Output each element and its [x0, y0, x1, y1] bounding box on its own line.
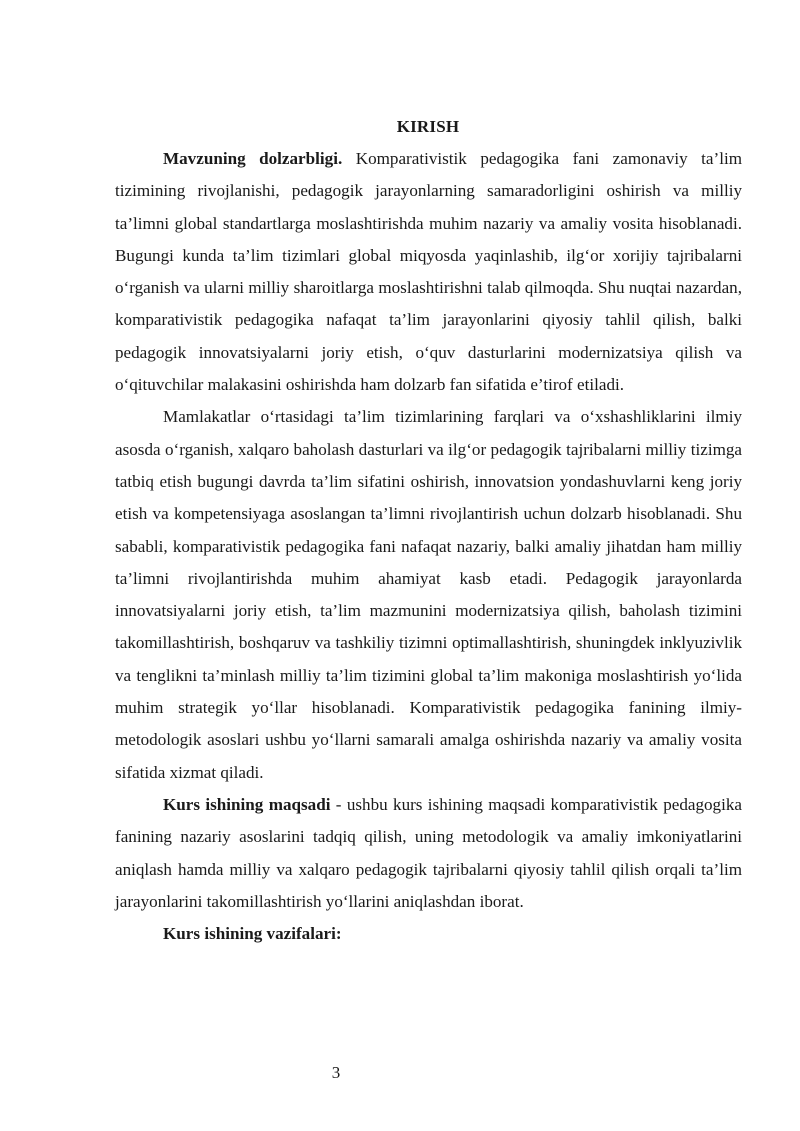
- paragraph-text: Komparativistik pedagogika fani zamonaviy ta’lim tizimining rivojlanishi, pedagogik jarayonlarning samaradorligini oshirish va milliy ta’limni global standartlarga moslashtirishda muhim nazariy va amaliy vosita hisoblanadi. Bugungi kunda ta’lim tizimlari global miqyosda yaqinlashib, ilg‘or xorijiy tajribalarni o‘rganish va ularni milliy sharoitlarga moslashtirishni talab qilmoqda. Shu nuqtai nazardan, komparativistik pedagogika nafaqat ta’lim jarayonlarini qiyosiy tahlil qilish, balki pedagogik innovatsiyalarni joriy etish, o‘quv dasturlarini modernizatsiya qilish va o‘qituvchilar malakasini oshirishda ham dolzarb fan sifatida e’tirof etiladi.: [115, 149, 742, 395]
- paragraph-lead: Mavzuning dolzarbligi.: [163, 149, 343, 168]
- paragraph-tasks: [115, 918, 742, 950]
- section-heading: KIRISH: [396, 117, 460, 136]
- paragraph-comparison: [115, 401, 742, 789]
- paragraph-lead: Kurs ishining maqsadi: [163, 794, 331, 814]
- paragraph-text: - ushbu kurs ishining maqsadi komparativistik pedagogika fanining nazariy asoslarini tadqiq qilish, uning metodologik va amaliy imkoniyatlarini aniqlash hamda milliy va xalqaro pedagogik tajribalarni qiyosiy tahlil qilish orqali ta’lim jarayonlarini takomillashtirish yo‘llarini aniqlashdan iborat.: [115, 794, 742, 911]
- page-number: 3: [331, 1063, 341, 1082]
- paragraph-goal: [115, 789, 742, 918]
- paragraph-text: Mamlakatlar o‘rtasidagi ta’lim tizimlarining farqlari va o‘xshashliklarini ilmiy asosda o‘rganish, xalqaro baholash dasturlari va ilg‘or pedagogik tajribalarni milliy tizimga tatbiq etish bugungi davrda ta’lim sifatini oshirish, innovatsion yondashuvlarni keng joriy etish va kompetensiyaga asoslangan ta’limni rivojlantirish uchun dolzarb hisoblanadi. Shu sababli, komparativistik pedagogika fani nafaqat nazariy, balki amaliy jihatdan ham milliy ta’limni rivojlantirishda muhim ahamiyat kasb etadi. Pedagogik jarayonlarda innovatsiyalarni joriy etish, ta’lim mazmunini modernizatsiya qilish, baholash tizimini takomillashtirish, boshqaruv va tashkiliy tizimni optimallashtirish, shuningdek inklyuzivlik va tenglikni ta’minlash milliy ta’lim tizimini global ta’lim makoniga moslashtirish yo‘lida muhim strategik yo‘llar hisoblanadi. Komparativistik pedagogika fanining ilmiy-metodologik asoslari ushbu yo‘llarni samarali amalga oshirishda nazariy va amaliy vosita sifatida xizmat qiladi.: [115, 407, 742, 782]
- body-text: [115, 143, 742, 950]
- paragraph-lead: Kurs ishining vazifalari:: [163, 924, 342, 944]
- paragraph-relevance: [115, 143, 742, 401]
